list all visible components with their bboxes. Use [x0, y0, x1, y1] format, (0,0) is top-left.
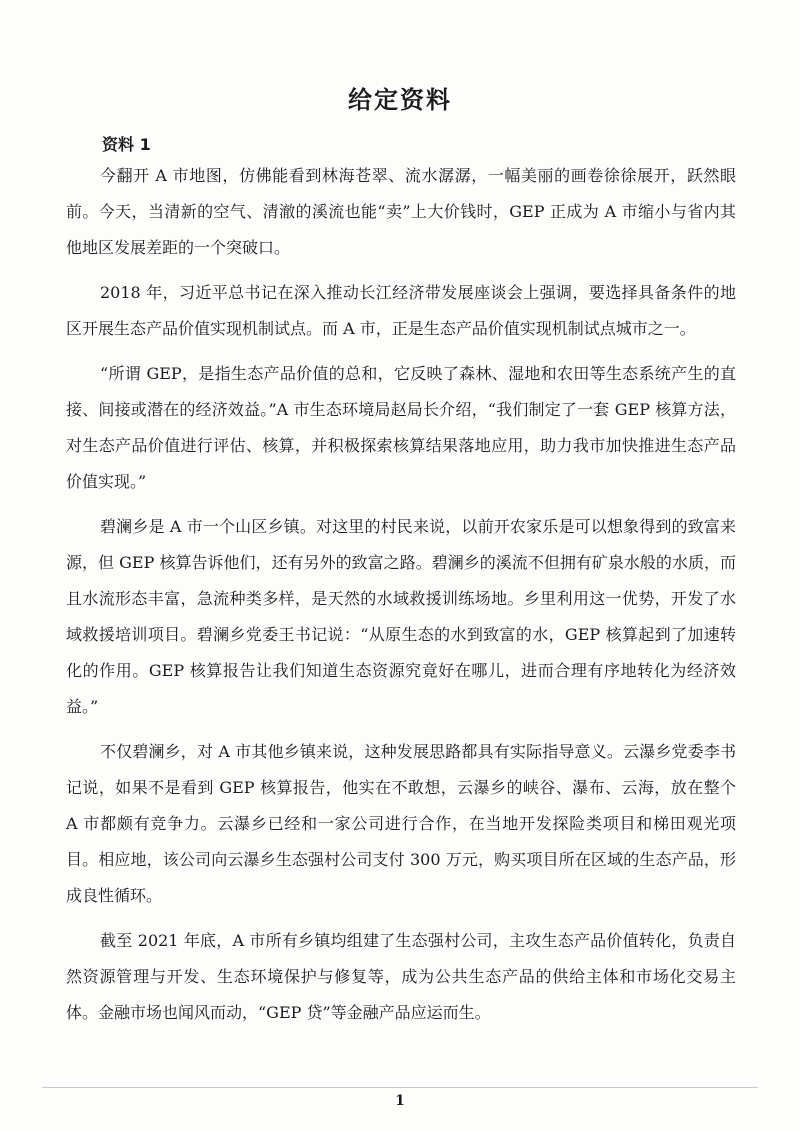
- document-body: [66, 158, 736, 1040]
- section-label: 资料 1: [102, 135, 151, 154]
- paragraph-5: 不仅碧澜乡，对 A 市其他乡镇来说，这种发展思路都具有实际指导意义。云瀑乡党委李书记说，如果不是看到 GEP 核算报告，他实在不敢想，云瀑乡的峡谷、瀑布、云海，放在整个 A 市都颇有竞争力。云瀑乡已经和一家公司进行合作，在当地开发探险类项目和梯田观光项目。相应地，该公司向云瀑乡生态强村公司支付 300 万元，购买项目所在区域的生态产品，形成良性循环。: [66, 742, 736, 905]
- paragraph-1: 今翻开 A 市地图，仿佛能看到林海苍翠、流水潺潺，一幅美丽的画卷徐徐展开，跃然眼前。今天，当清新的空气、清澈的溪流也能“卖”上大价钱时，GEP 正成为 A 市缩小与省内其他地区发展差距的一个突破口。: [66, 166, 736, 257]
- paragraph-6: 截至 2021 年底，A 市所有乡镇均组建了生态强村公司，主攻生态产品价值转化，负责自然资源管理与开发、生态环境保护与修复等，成为公共生态产品的供给主体和市场化交易主体。金融市场也闻风而动，“GEP 贷”等金融产品应运而生。: [66, 931, 736, 1022]
- paragraph-4: 碧澜乡是 A 市一个山区乡镇。对这里的村民来说，以前开农家乐是可以想象得到的致富来源，但 GEP 核算告诉他们，还有另外的致富之路。碧澜乡的溪流不但拥有矿泉水般的水质，而且水流形态丰富，急流种类多样，是天然的水域救援训练场地。乡里利用这一优势，开发了水域救援培训项目。碧澜乡党委王书记说：“从原生态的水到致富的水，GEP 核算起到了加速转化的作用。GEP 核算报告让我们知道生态资源究竟好在哪儿，进而合理有序地转化为经济效益。”: [66, 517, 736, 716]
- document-title: 给定资料: [348, 86, 452, 114]
- paragraph-2: 2018 年，习近平总书记在深入推动长江经济带发展座谈会上强调，要选择具备条件的地区开展生态产品价值实现机制试点。而 A 市，正是生态产品价值实现机制试点城市之一。: [66, 283, 736, 338]
- page-number: 1: [395, 1093, 405, 1109]
- footer-divider: [42, 1087, 758, 1088]
- paragraph-3: “所谓 GEP，是指生态产品价值的总和，它反映了森林、湿地和农田等生态系统产生的直接、间接或潜在的经济效益。”A 市生态环境局赵局长介绍，“我们制定了一套 GEP 核算方法，对生态产品价值进行评估、核算，并积极探索核算结果落地应用，助力我市加快推进生态产品价值实现。”: [66, 364, 736, 491]
